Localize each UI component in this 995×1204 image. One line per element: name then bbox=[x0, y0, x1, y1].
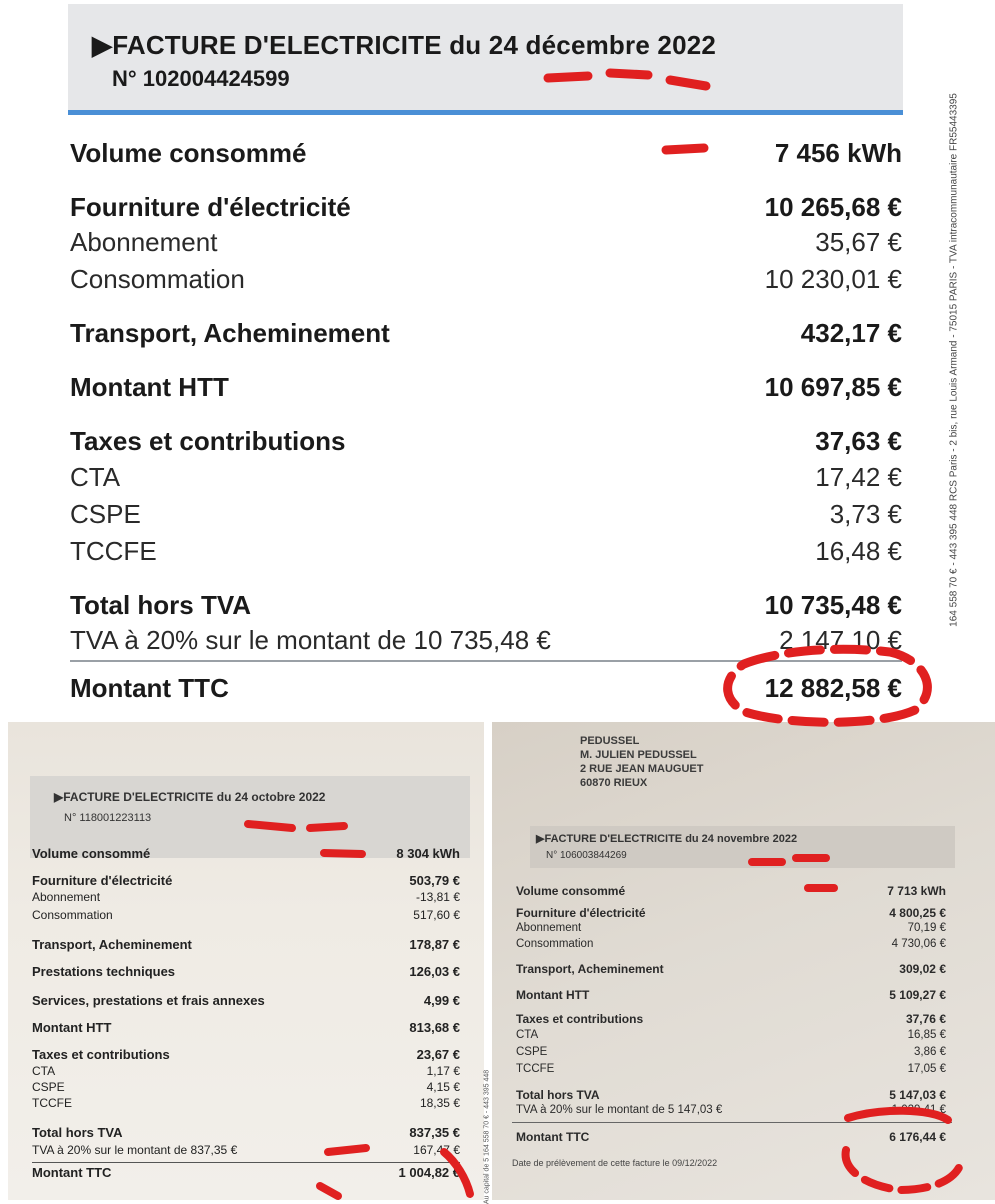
row-taxes: Taxes et contributions 23,67 € bbox=[32, 1047, 460, 1062]
row-tva: TVA à 20% sur le montant de 10 735,48 € 2 147,10 € bbox=[70, 625, 902, 655]
row-cspe: CSPE 3,86 € bbox=[516, 1046, 946, 1058]
row-fourniture: Fourniture d'électricité 4 800,25 € bbox=[516, 906, 946, 920]
row-montant-ttc: Montant TTC 12 882,58 € bbox=[70, 673, 902, 703]
row-transport: Transport, Acheminement 309,02 € bbox=[516, 962, 946, 976]
october-invoice-photo bbox=[8, 722, 491, 1204]
customer-address: PEDUSSEL M. JULIEN PEDUSSEL 2 RUE JEAN MAUGUET 60870 RIEUX bbox=[580, 735, 704, 789]
row-montant-ttc: Montant TTC 6 176,44 € bbox=[516, 1130, 946, 1144]
legal-side-text: 164 558 70 € - 443 395 448 RCS Paris - 2 bis, rue Louis Armand - 75015 PARIS - TVA intracommunautaire FR55443395 bbox=[948, 93, 960, 627]
row-cta: CTA 1,17 € bbox=[32, 1064, 460, 1078]
row-prestations-techniques: Prestations techniques 126,03 € bbox=[32, 964, 460, 979]
row-cspe: CSPE 4,15 € bbox=[32, 1080, 460, 1094]
invoice-number: N° 102004424599 bbox=[112, 66, 290, 91]
debit-date-note: Date de prélèvement de cette facture le 09/12/2022 bbox=[512, 1158, 718, 1168]
legal-side-text: Au capital de 5 164 558 70 € - 443 395 448 bbox=[483, 1069, 491, 1204]
row-total-hors-tva: Total hors TVA 10 735,48 € bbox=[70, 590, 902, 620]
row-abonnement: Abonnement 35,67 € bbox=[70, 227, 902, 257]
row-services: Services, prestations et frais annexes 4,99 € bbox=[32, 993, 460, 1008]
invoice-header bbox=[68, 4, 903, 110]
row-tva: TVA à 20% sur le montant de 5 147,03 € 1 029,41 € bbox=[516, 1104, 946, 1116]
invoice-number: N° 118001223113 bbox=[64, 812, 152, 824]
row-montant-htt: Montant HTT 813,68 € bbox=[32, 1020, 460, 1035]
row-montant-htt: Montant HTT 10 697,85 € bbox=[70, 372, 902, 402]
row-total-hors-tva: Total hors TVA 5 147,03 € bbox=[516, 1088, 946, 1102]
invoice-header bbox=[530, 826, 955, 868]
row-consommation: Consommation 517,60 € bbox=[32, 908, 460, 922]
row-volume: Volume consommé 7 456 kWh bbox=[70, 138, 902, 168]
row-tva: TVA à 20% sur le montant de 837,35 € 167,47 € bbox=[32, 1143, 460, 1157]
november-invoice-photo bbox=[492, 722, 995, 1200]
row-abonnement: Abonnement 70,19 € bbox=[516, 922, 946, 934]
row-volume: Volume consommé 8 304 kWh bbox=[32, 846, 460, 861]
row-taxes: Taxes et contributions 37,63 € bbox=[70, 426, 902, 456]
row-transport: Transport, Acheminement 178,87 € bbox=[32, 937, 460, 952]
header-rule bbox=[68, 110, 903, 115]
row-tccfe: TCCFE 17,05 € bbox=[516, 1063, 946, 1075]
total-separator bbox=[32, 1162, 460, 1163]
row-fourniture: Fourniture d'électricité 503,79 € bbox=[32, 873, 460, 888]
row-consommation: Consommation 10 230,01 € bbox=[70, 264, 902, 294]
row-transport: Transport, Acheminement 432,17 € bbox=[70, 318, 902, 348]
row-montant-htt: Montant HTT 5 109,27 € bbox=[516, 988, 946, 1002]
row-abonnement: Abonnement -13,81 € bbox=[32, 890, 460, 904]
invoice-title: ▶FACTURE D'ELECTRICITE du 24 novembre 2022 bbox=[536, 833, 798, 845]
row-volume: Volume consommé 7 713 kWh bbox=[516, 884, 946, 898]
total-separator bbox=[512, 1122, 952, 1123]
row-cspe: CSPE 3,73 € bbox=[70, 499, 902, 529]
row-montant-ttc: Montant TTC 1 004,82 € bbox=[32, 1165, 460, 1180]
row-total-hors-tva: Total hors TVA 837,35 € bbox=[32, 1125, 460, 1140]
row-taxes: Taxes et contributions 37,76 € bbox=[516, 1012, 946, 1026]
invoice-title: ▶FACTURE D'ELECTRICITE du 24 décembre 2022 bbox=[92, 30, 717, 60]
invoice-number: N° 106003844269 bbox=[546, 850, 627, 861]
row-tccfe: TCCFE 18,35 € bbox=[32, 1096, 460, 1110]
row-fourniture: Fourniture d'électricité 10 265,68 € bbox=[70, 192, 902, 222]
invoice-title: ▶FACTURE D'ELECTRICITE du 24 octobre 2022 bbox=[54, 790, 326, 804]
row-cta: CTA 17,42 € bbox=[70, 462, 902, 492]
row-cta: CTA 16,85 € bbox=[516, 1029, 946, 1041]
row-consommation: Consommation 4 730,06 € bbox=[516, 938, 946, 950]
row-tccfe: TCCFE 16,48 € bbox=[70, 536, 902, 566]
total-separator bbox=[70, 660, 902, 662]
